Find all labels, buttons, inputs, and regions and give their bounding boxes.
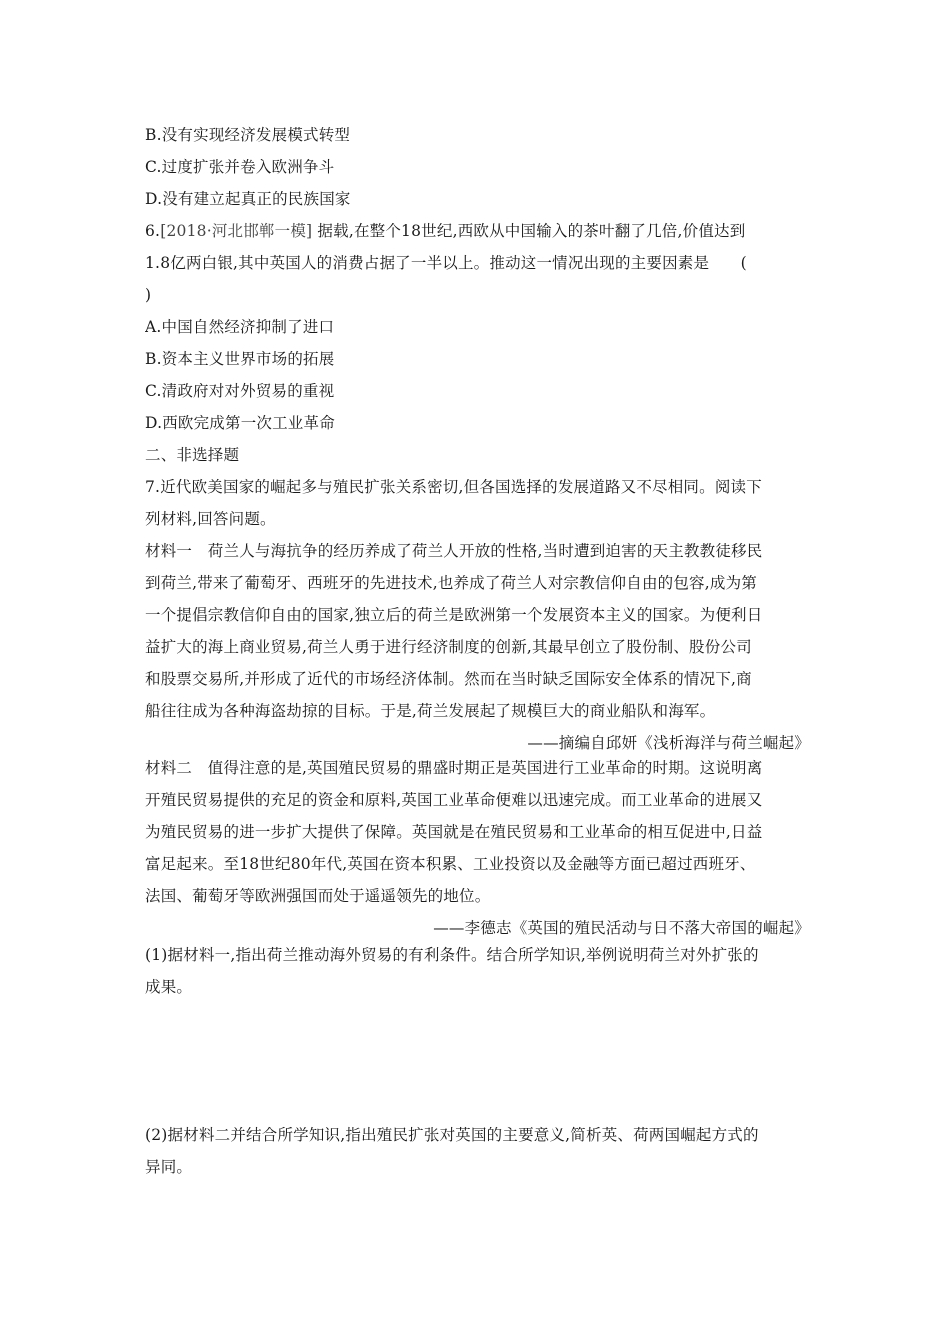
q6-stem-line3: ) <box>145 286 152 304</box>
q5-option-b: B.没有实现经济发展模式转型 <box>145 126 351 144</box>
section-title: 二、非选择题 <box>145 446 240 464</box>
q6-stem-text: 据载,在整个18世纪,西欧从中国输入的茶叶翻了几倍,价值达到 <box>317 222 746 240</box>
q6-stem-line2: 1.8亿两白银,其中英国人的消费占据了一半以上。推动这一情况出现的主要因素是 ( <box>145 254 747 272</box>
q6-option-d: D.西欧完成第一次工业革命 <box>145 414 335 432</box>
material1-line1: 材料一 荷兰人与海抗争的经历养成了荷兰人开放的性格,当时遭到迫害的天主教教徒移民 <box>145 542 763 560</box>
q6-option-c: C.清政府对对外贸易的重视 <box>145 382 335 400</box>
material1-line5: 和股票交易所,并形成了近代的市场经济体制。然而在当时缺乏国际安全体系的情况下,商 <box>145 670 752 688</box>
q6-option-b: B.资本主义世界市场的拓展 <box>145 350 335 368</box>
material2-source: ——李德志《英国的殖民活动与日不落大帝国的崛起》 <box>433 919 810 937</box>
q6-source-tag: [2018·河北邯郸一模] <box>160 222 313 240</box>
q7-stem-line2: 列材料,回答问题。 <box>145 510 276 528</box>
q6-option-a: A.中国自然经济抑制了进口 <box>145 318 335 336</box>
material2-line4: 富足起来。至18世纪80年代,英国在资本积累、工业投资以及金融等方面已超过西班牙、 <box>145 855 756 873</box>
material1-line3: 一个提倡宗教信仰自由的国家,独立后的荷兰是欧洲第一个发展资本主义的国家。为便利日 <box>145 606 763 624</box>
material2-line5: 法国、葡萄牙等欧洲强国而处于遥遥领先的地位。 <box>145 887 491 905</box>
material1-line4: 益扩大的海上商业贸易,荷兰人勇于进行经济制度的创新,其最早创立了股份制、股份公司 <box>145 638 752 656</box>
material2-line2: 开殖民贸易提供的充足的资金和原料,英国工业革命便难以迅速完成。而工业革命的进展又 <box>145 791 763 809</box>
material1-line6: 船往往成为各种海盗劫掠的目标。于是,荷兰发展起了规模巨大的商业船队和海军。 <box>145 702 716 720</box>
subquestion2-line1: (2)据材料二并结合所学知识,指出殖民扩张对英国的主要意义,简析英、荷两国崛起方式的 <box>145 1126 759 1144</box>
q6-stem-line1 <box>145 221 810 241</box>
q5-option-d: D.没有建立起真正的民族国家 <box>145 190 351 208</box>
q5-option-c: C.过度扩张并卷入欧洲争斗 <box>145 158 335 176</box>
subquestion1-line2: 成果。 <box>145 978 193 996</box>
q6-number: 6. <box>145 222 161 240</box>
material2-line3: 为殖民贸易的进一步扩大提供了保障。英国就是在殖民贸易和工业革命的相互促进中,日益 <box>145 823 763 841</box>
material1-line2: 到荷兰,带来了葡萄牙、西班牙的先进技术,也养成了荷兰人对宗教信仰自由的包容,成为第 <box>145 574 757 592</box>
q7-stem-line1: 7.近代欧美国家的崛起多与殖民扩张关系密切,但各国选择的发展道路又不尽相同。阅读下 <box>145 478 762 496</box>
subquestion2-line2: 异同。 <box>145 1158 193 1176</box>
material1-source: ——摘编自邱妍《浅析海洋与荷兰崛起》 <box>527 734 810 752</box>
subquestion1-line1: (1)据材料一,指出荷兰推动海外贸易的有利条件。结合所学知识,举例说明荷兰对外扩张的 <box>145 946 759 964</box>
material2-line1: 材料二 值得注意的是,英国殖民贸易的鼎盛时期正是英国进行工业革命的时期。这说明离 <box>145 759 763 777</box>
